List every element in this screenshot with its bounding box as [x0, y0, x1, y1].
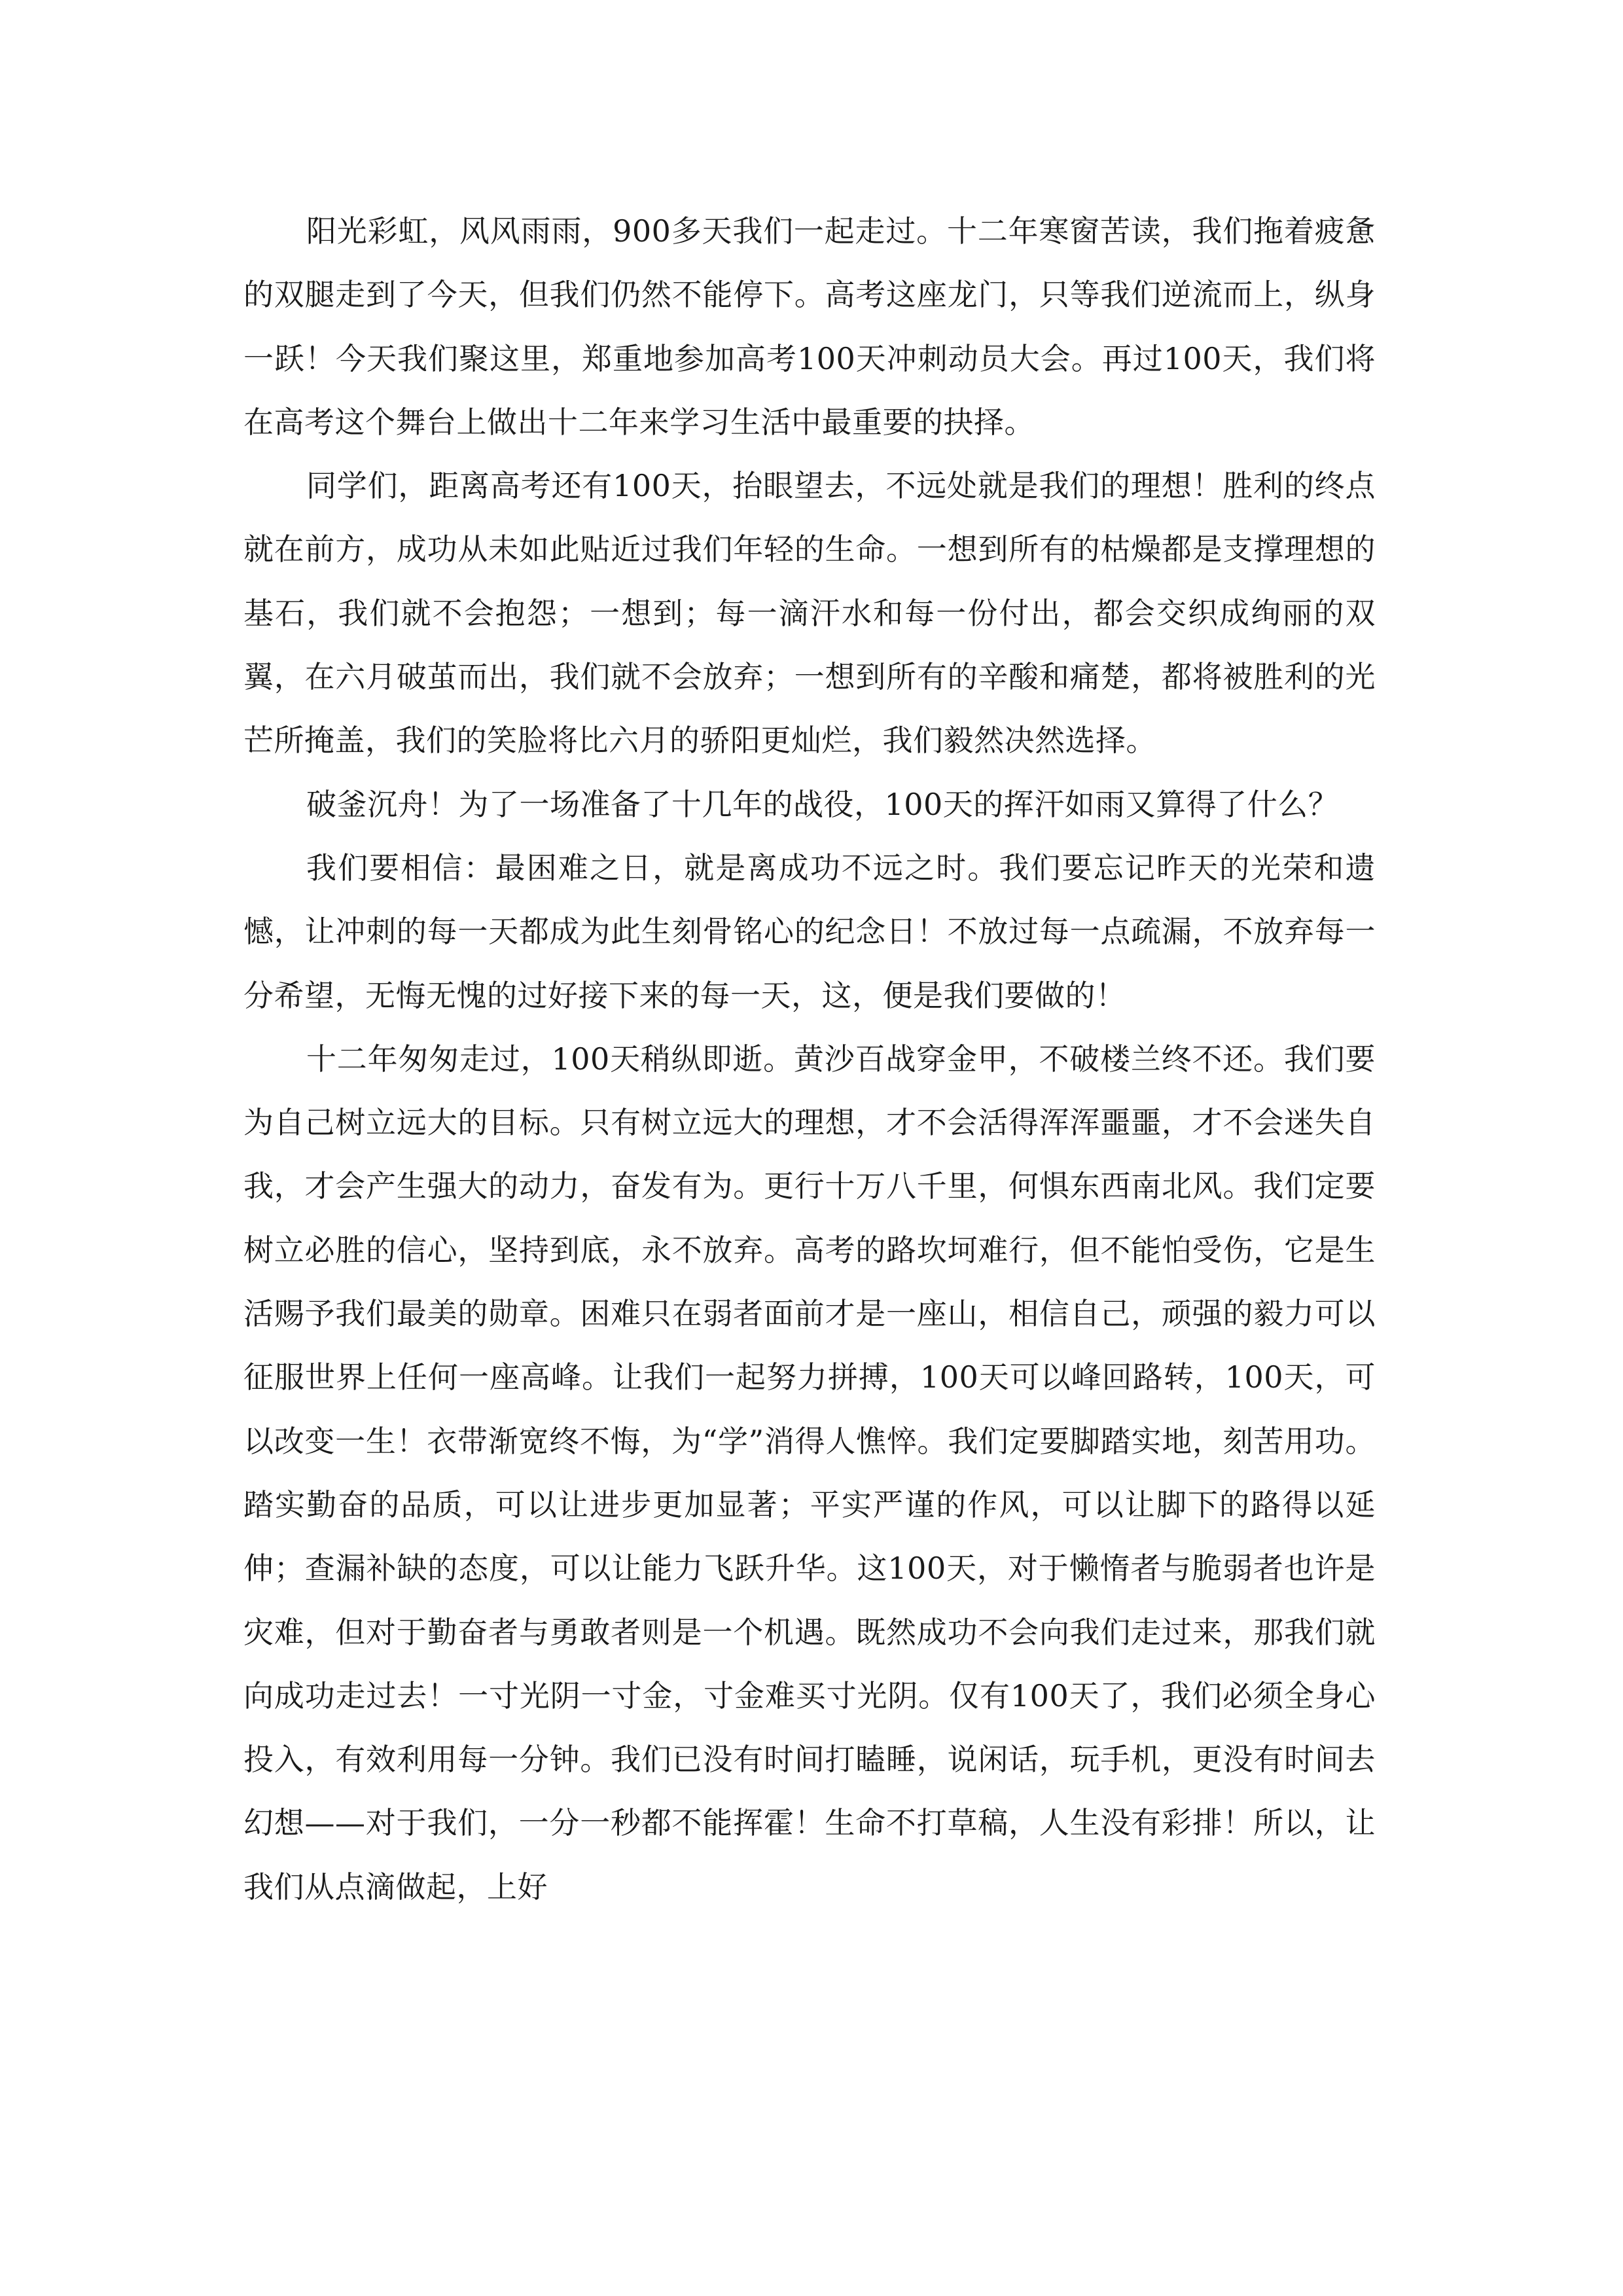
paragraph-4: 我们要相信：最困难之日，就是离成功不远之时。我们要忘记昨天的光荣和遗憾，让冲刺的每一天都成为此生刻骨铭心的纪念日！不放过每一点疏漏，不放弃每一分希望，无悔无愧的过好接下来的每一天，这，便是我们要做的！	[243, 850, 1376, 1013]
paragraph-5: 十二年匆匆走过，100天稍纵即逝。黄沙百战穿金甲，不破楼兰终不还。我们要为自己树立远大的目标。只有树立远大的理想，才不会活得浑浑噩噩，才不会迷失自我，才会产生强大的动力，奋发有为。更行十万八千里，何惧东西南北风。我们定要树立必胜的信心，坚持到底，永不放弃。高考的路坎坷难行，但不能怕受伤，它是生活赐予我们最美的勋章。困难只在弱者面前才是一座山，相信自己，顽强的毅力可以征服世界上任何一座高峰。让我们一起努力拼搏，100天可以峰回路转，100天，可以改变一生！衣带渐宽终不悔，为“学”消得人憔悴。我们定要脚踏实地，刻苦用功。踏实勤奋的品质，可以让进步更加显著；平实严谨的作风，可以让脚下的路得以延伸；查漏补缺的态度，可以让能力飞跃升华。这100天，对于懒惰者与脆弱者也许是灾难，但对于勤奋者与勇敢者则是一个机遇。既然成功不会向我们走过来，那我们就向成功走过去！一寸光阴一寸金，寸金难买寸光阴。仅有100天了，我们必须全身心投入，有效利用每一分钟。我们已没有时间打瞌睡，说闲话，玩手机，更没有时间去幻想——对于我们，一分一秒都不能挥霍！生命不打草稿，人生没有彩排！所以，让我们从点滴做起，上好	[243, 1041, 1376, 1905]
paragraph-3: 破釜沉舟！为了一场准备了十几年的战役，100天的挥汗如雨又算得了什么？	[306, 786, 1339, 822]
document-body	[243, 200, 1376, 1919]
paragraph-1: 阳光彩虹，风风雨雨，900多天我们一起走过。十二年寒窗苦读，我们拖着疲惫的双腿走到了今天，但我们仍然不能停下。高考这座龙门，只等我们逆流而上，纵身一跃！今天我们聚这里，郑重地参加高考100天冲刺动员大会。再过100天，我们将在高考这个舞台上做出十二年来学习生活中最重要的抉择。	[243, 213, 1376, 440]
paragraph-2: 同学们，距离高考还有100天，抬眼望去，不远处就是我们的理想！胜利的终点就在前方，成功从未如此贴近过我们年轻的生命。一想到所有的枯燥都是支撑理想的基石，我们就不会抱怨；一想到；每一滴汗水和每一份付出，都会交织成绚丽的双翼，在六月破茧而出，我们就不会放弃；一想到所有的辛酸和痛楚，都将被胜利的光芒所掩盖，我们的笑脸将比六月的骄阳更灿烂，我们毅然决然选择。	[243, 468, 1376, 759]
